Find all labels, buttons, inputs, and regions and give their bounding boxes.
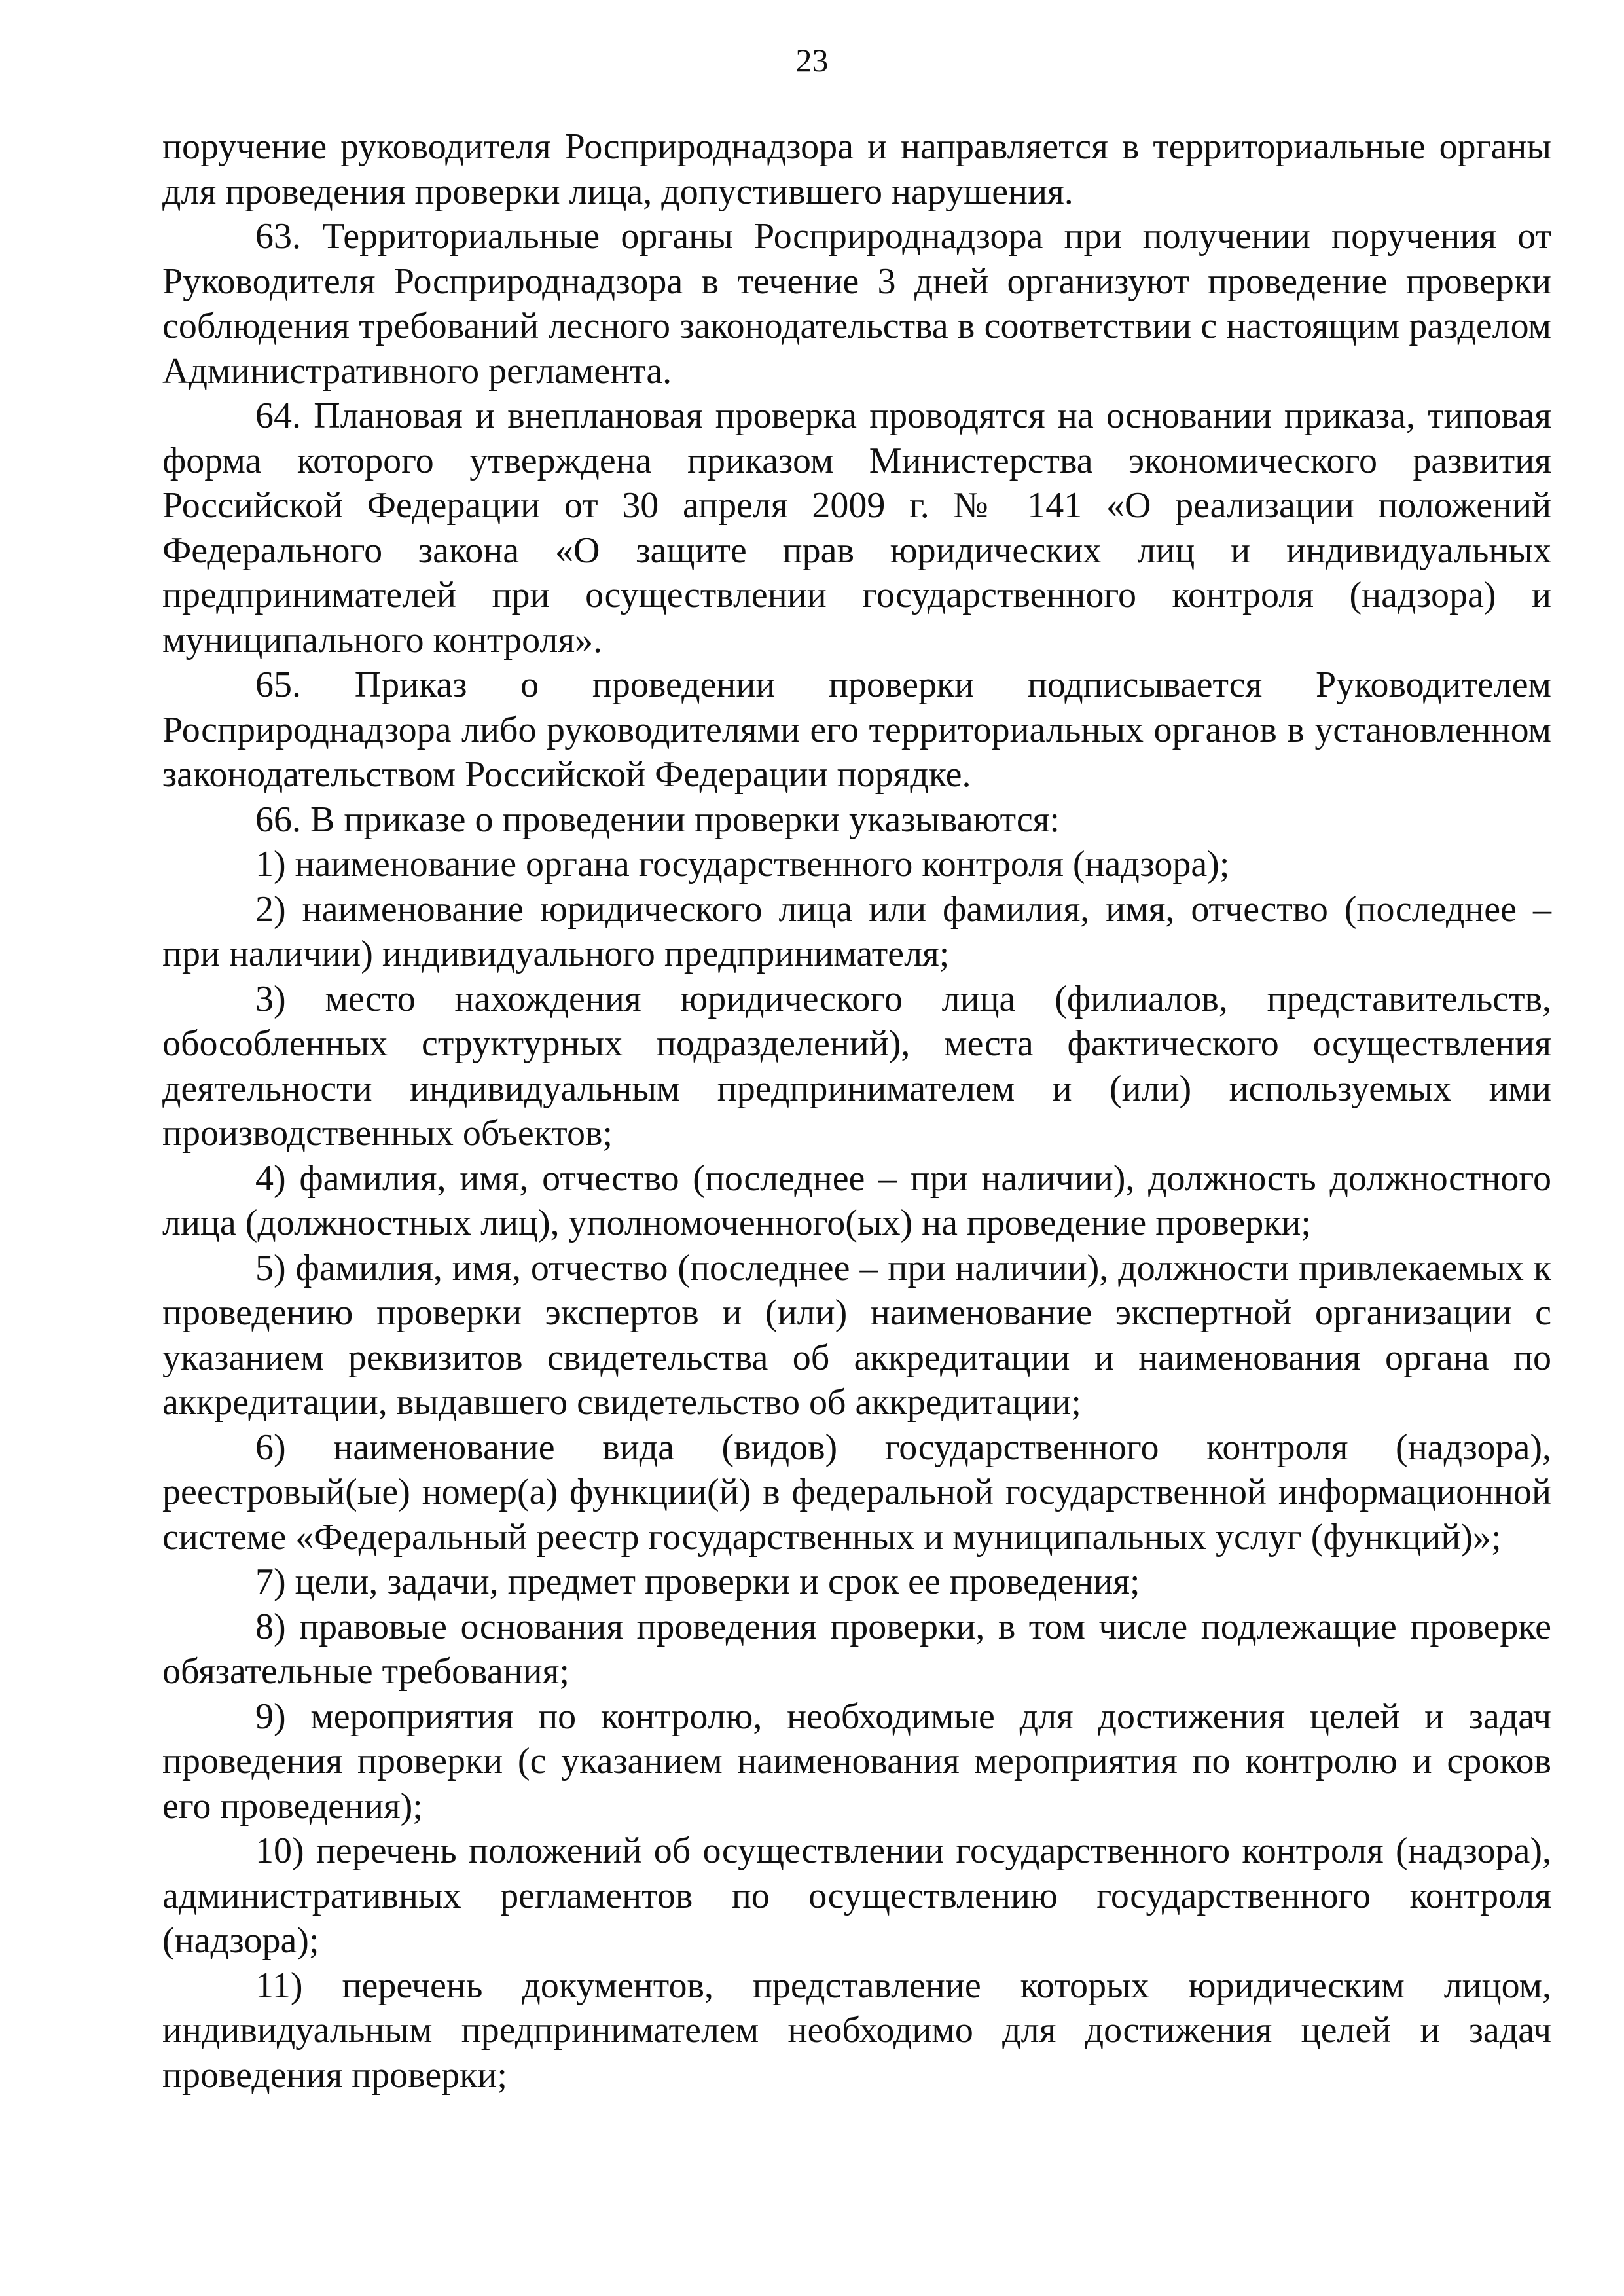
list-item-3: 3) место нахождения юридического лица (филиалов, представительств, обособленных структурных подразделений), места фактического осуществления деятельности индивидуальным предпринимателем и (или) используемых ими производственных объектов; xyxy=(162,978,1551,1154)
list-item-9: 9) мероприятия по контролю, необходимые для достижения целей и задач проведения проверки (с указанием наименования мероприятия по контролю и сроков его проведения); xyxy=(162,1696,1551,1827)
paragraph-66: 66. В приказе о проведении проверки указываются: xyxy=(255,799,1060,840)
list-item-6: 6) наименование вида (видов) государственного контроля (надзора), реестровый(ые) номер(а) функции(й) в федеральной государственной информационной системе «Федеральный реестр государственных и муниципальных услуг (функций)»; xyxy=(162,1427,1551,1558)
list-item-11: 11) перечень документов, представление которых юридическим лицом, индивидуальным предпринимателем необходимо для достижения целей и задач проведения проверки; xyxy=(162,1965,1551,2096)
paragraph-64: 64. Плановая и внеплановая проверка проводятся на основании приказа, типовая форма которого утверждена приказом Министерства экономического развития Российской Федерации от 30 апреля 2009 г. № 141 «О реализации положений Федерального закона «О защите прав юридических лиц и индивидуальных предпринимателей при осуществлении государственного контроля (надзора) и муниципального контроля». xyxy=(162,395,1551,661)
list-item-1: 1) наименование органа государственного контроля (надзора); xyxy=(255,844,1230,884)
list-item-4: 4) фамилия, имя, отчество (последнее – при наличии), должность должностного лица (должностных лиц), уполномоченного(ых) на проведение проверки; xyxy=(162,1157,1551,1243)
list-item-2: 2) наименование юридического лица или фамилия, имя, отчество (последнее – при наличии) индивидуального предпринимателя; xyxy=(162,888,1551,974)
list-item-7: 7) цели, задачи, предмет проверки и срок ее проведения; xyxy=(255,1561,1140,1602)
list-item-10: 10) перечень положений об осуществлении государственного контроля (надзора), административных регламентов по осуществлению государственного контроля (надзора); xyxy=(162,1831,1551,1961)
paragraph-continuation: поручение руководителя Росприроднадзора и направляется в территориальные органы для проведения проверки лица, допустившего нарушения. xyxy=(162,126,1551,212)
list-item-8: 8) правовые основания проведения проверки, в том числе подлежащие проверке обязательные требования; xyxy=(162,1606,1551,1692)
document-body xyxy=(162,124,1551,2098)
paragraph-63: 63. Территориальные органы Росприроднадзора при получении поручения от Руководителя Росприроднадзора в течение 3 дней организуют проведение проверки соблюдения требований лесного законодательства в соответствии с настоящим разделом Административного регламента. xyxy=(162,216,1551,392)
paragraph-65: 65. Приказ о проведении проверки подписывается Руководителем Росприроднадзора либо руководителями его территориальных органов в установленном законодательством Российской Федерации порядке. xyxy=(162,665,1551,795)
list-item-5: 5) фамилия, имя, отчество (последнее – при наличии), должности привлекаемых к проведению проверки экспертов и (или) наименование экспертной организации с указанием реквизитов свидетельства об аккредитации и наименования органа по аккредитации, выдавшего свидетельство об аккредитации; xyxy=(162,1247,1551,1423)
page-number: 23 xyxy=(795,42,829,79)
